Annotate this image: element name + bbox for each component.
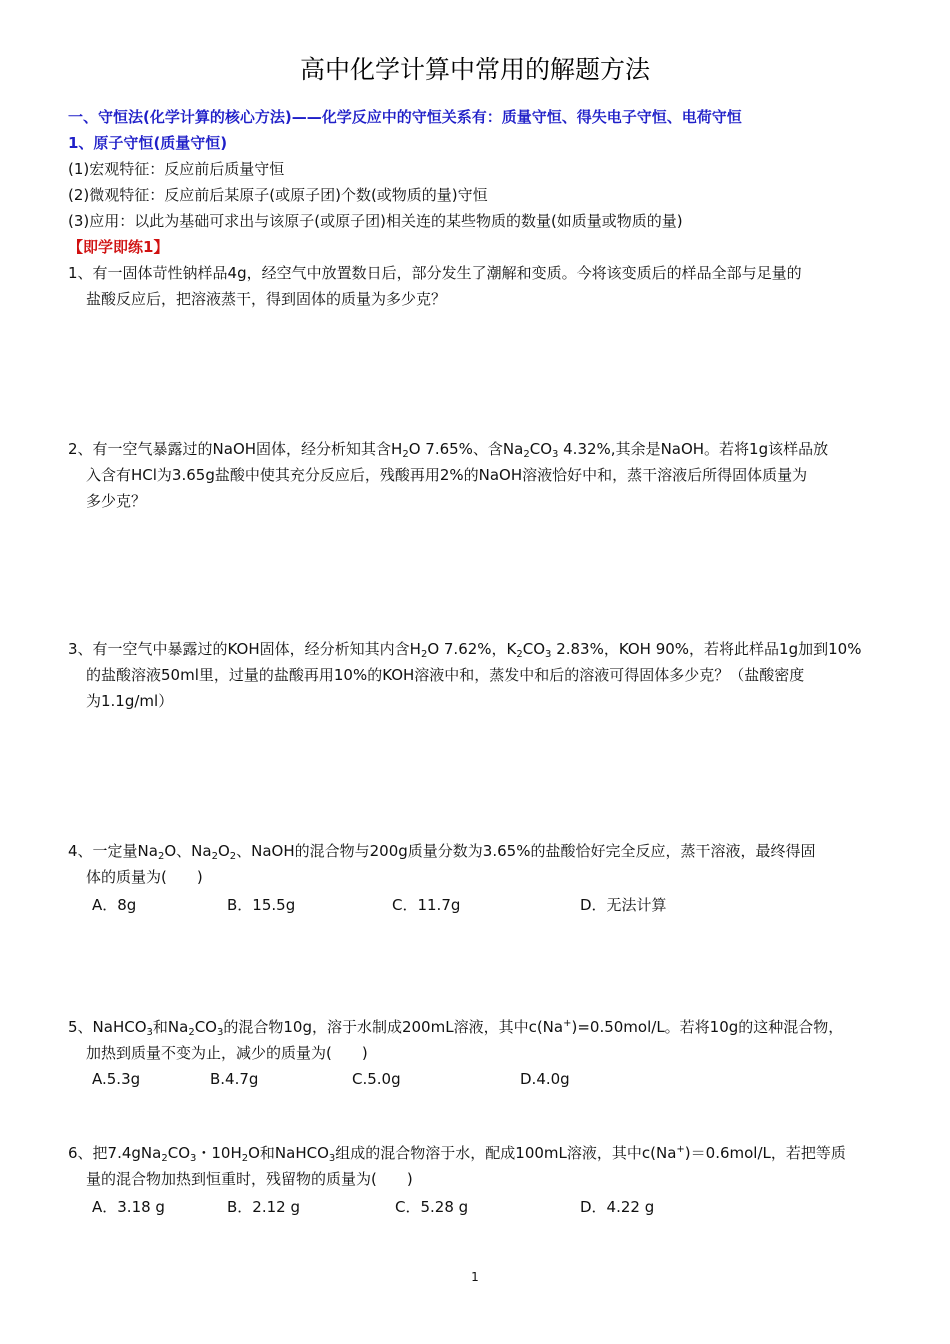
question-6-line-2: 量的混合物加热到恒重时，残留物的质量为( ) bbox=[86, 1170, 413, 1188]
question-2-line-3: 多少克？ bbox=[86, 492, 147, 510]
question-2-line-2: 入含有HCl为3.65g盐酸中使其充分反应后，残酸再用2%的NaOH溶液恰好中和，蒸干溶液后所得固体质量为 bbox=[86, 466, 808, 484]
question-1-line-2: 盐酸反应后，把溶液蒸干，得到固体的质量为多少克？ bbox=[86, 290, 447, 308]
option-a: A．3.18 g bbox=[92, 1198, 165, 1216]
option-c: C．5.28 g bbox=[395, 1198, 469, 1216]
practice-label: 【即学即练1】 bbox=[68, 238, 169, 256]
point-3: (3)应用：以此为基础可求出与该原子(或原子团)相关连的某些物质的数量(如质量或物质的量) bbox=[68, 212, 683, 230]
question-5 bbox=[68, 1014, 894, 1066]
option-c: C．11.7g bbox=[392, 896, 461, 914]
question-4-line-2: 体的质量为( ) bbox=[86, 868, 203, 886]
question-6-options bbox=[92, 1196, 872, 1218]
option-d: D.4.0g bbox=[520, 1070, 570, 1088]
page-number: 1 bbox=[471, 1270, 479, 1284]
question-4-line-1: 4、一定量$Na_2O$、$Na_2O_2$、NaOH的混合物与200g质量分数为3.65%的盐酸恰好完全反应，蒸干溶液，最终得固 bbox=[68, 842, 816, 862]
question-2-line-1: 2、有一空气暴露过的NaOH固体，经分析知其含$H_2O$ 7.65%、含$Na_2CO_3$ 4.32%,其余是NaOH。若将1g该样品放 bbox=[68, 440, 829, 460]
question-5-line-1: 5、NaHCO$_3$和$Na_2CO_3$的混合物10g，溶于水制成200mL溶液，其中c(Na+)=0.50mol/L。若将10g的这种混合物， bbox=[68, 1018, 844, 1038]
question-5-line-2: 加热到质量不变为止，减少的质量为( ) bbox=[86, 1044, 368, 1062]
subsection-heading: 1、原子守恒(质量守恒) bbox=[68, 134, 228, 152]
question-4-options bbox=[92, 894, 872, 916]
page-title: 高中化学计算中常用的解题方法 bbox=[299, 55, 650, 84]
option-d: D．无法计算 bbox=[580, 896, 667, 914]
question-5-options bbox=[92, 1070, 872, 1092]
point-1: (1)宏观特征：反应前后质量守恒 bbox=[68, 160, 285, 178]
question-3-line-2: 的盐酸溶液50ml里，过量的盐酸再用10%的KOH溶液中和，蒸发中和后的溶液可得固体多少克？（盐酸密度 bbox=[86, 666, 805, 684]
question-2 bbox=[68, 436, 894, 514]
question-4 bbox=[68, 838, 894, 890]
option-a: A.5.3g bbox=[92, 1070, 141, 1088]
point-2: (2)微观特征：反应前后某原子(或原子团)个数(或物质的量)守恒 bbox=[68, 186, 488, 204]
question-1-line-1: 1、有一固体苛性钠样品4g，经空气中放置数日后，部分发生了潮解和变质。今将该变质后的样品全部与足量的 bbox=[68, 264, 802, 282]
option-b: B．15.5g bbox=[227, 896, 296, 914]
question-3-line-3: 为1.1g/ml） bbox=[86, 692, 174, 710]
option-b: B.4.7g bbox=[210, 1070, 259, 1088]
section-heading: 一、守恒法(化学计算的核心方法)——化学反应中的守恒关系有：质量守恒、得失电子守恒、电荷守恒 bbox=[68, 108, 742, 126]
question-3-line-1: 3、有一空气中暴露过的KOH固体，经分析知其内含$H_2O$ 7.62%，$K_2CO_3$ 2.83%，KOH 90%，若将此样品1g加到10% bbox=[68, 640, 862, 660]
question-6-line-1: 6、把$7.4gNa_2CO_3$・$10H_2O$和NaHCO$_3$组成的混合物溶于水，配成100mL溶液，其中c(Na+)＝0.6mol/L，若把等质 bbox=[68, 1144, 846, 1164]
question-6 bbox=[68, 1140, 894, 1192]
question-3 bbox=[68, 636, 894, 714]
question-1 bbox=[68, 260, 894, 312]
option-a: A．8g bbox=[92, 896, 137, 914]
option-d: D．4.22 g bbox=[580, 1198, 655, 1216]
option-b: B．2.12 g bbox=[227, 1198, 300, 1216]
option-c: C.5.0g bbox=[352, 1070, 401, 1088]
